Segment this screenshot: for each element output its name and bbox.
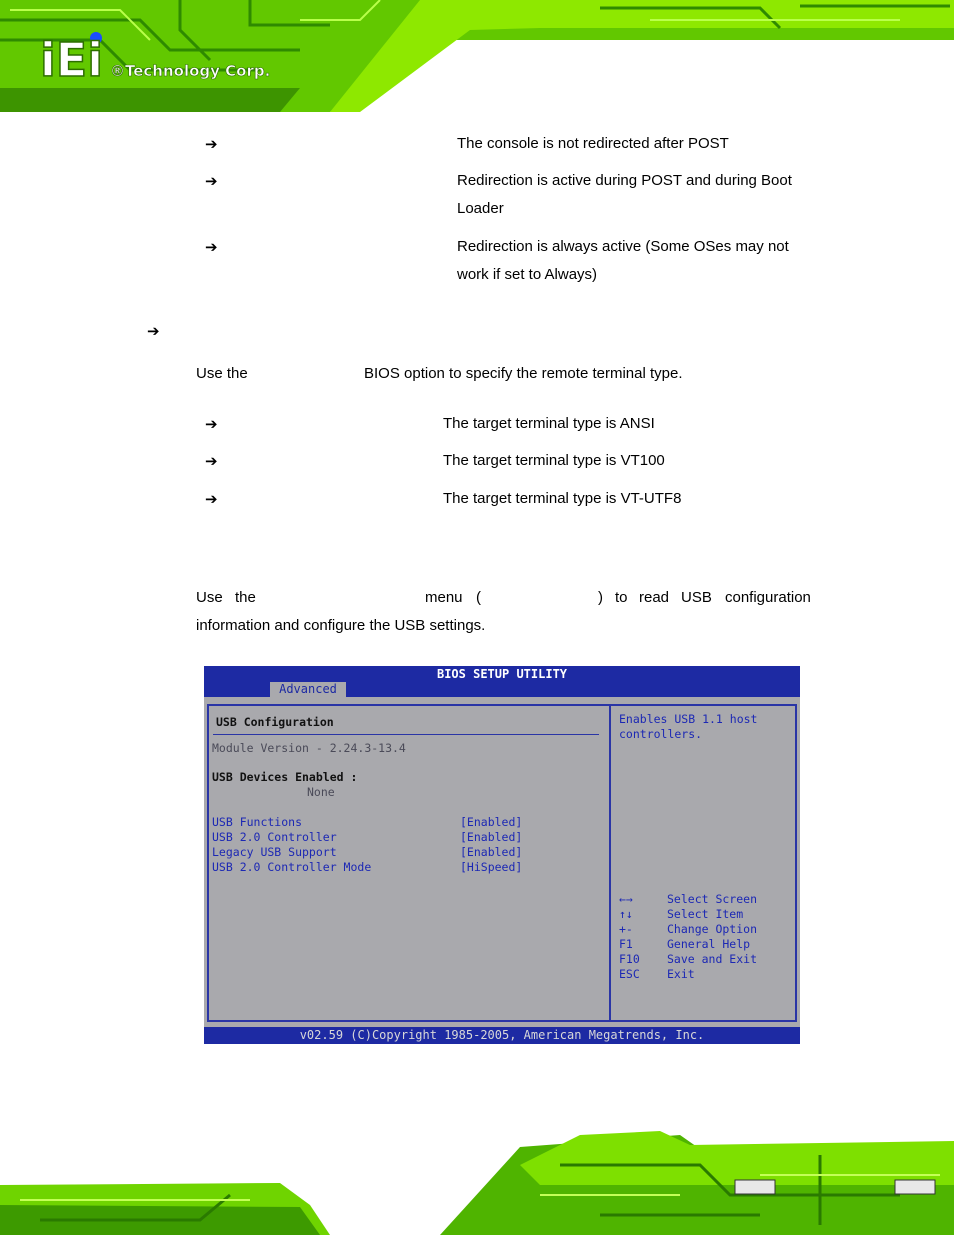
usb-intro-word: to bbox=[615, 589, 628, 606]
key-f1: F1 bbox=[619, 937, 633, 951]
terminal-desc-1: The target terminal type is ANSI bbox=[443, 415, 655, 432]
usb-intro-word: ( bbox=[476, 589, 481, 606]
redirect-desc-1: The console is not redirected after POST bbox=[457, 135, 729, 152]
key-plus-minus: +- bbox=[619, 922, 633, 936]
redirect-desc-3-cont: work if set to Always) bbox=[457, 266, 598, 283]
usb-intro-word: USB bbox=[681, 589, 712, 606]
setting-usb2-mode[interactable]: USB 2.0 Controller Mode bbox=[212, 860, 372, 874]
bios-copyright: v02.59 (C)Copyright 1985-2005, American Megatrends, Inc. bbox=[204, 1027, 800, 1044]
arrow-right-icon: ➔ bbox=[205, 452, 218, 470]
key-left-right: ←→ bbox=[619, 892, 633, 906]
arrow-right-icon: ➔ bbox=[205, 415, 218, 433]
usb-intro-word: the bbox=[235, 589, 256, 606]
key-f10: F10 bbox=[619, 952, 640, 966]
usb-intro-line2: information and configure the USB settings. bbox=[196, 617, 486, 634]
redirect-desc-2-cont: Loader bbox=[457, 200, 504, 217]
usb-intro-word: Use bbox=[196, 589, 223, 606]
terminal-desc-2: The target terminal type is VT100 bbox=[443, 452, 665, 469]
arrow-right-icon: ➔ bbox=[147, 322, 160, 340]
section-underline bbox=[213, 734, 599, 735]
value-usb-functions[interactable]: [Enabled] bbox=[460, 815, 523, 829]
arrow-right-icon: ➔ bbox=[205, 238, 218, 256]
bios-divider bbox=[609, 704, 611, 1022]
setting-usb2-controller[interactable]: USB 2.0 Controller bbox=[212, 830, 337, 844]
key-action: General Help bbox=[667, 937, 751, 951]
value-usb2-mode[interactable]: [HiSpeed] bbox=[460, 860, 523, 874]
key-action: Exit bbox=[667, 967, 695, 981]
logo-tagline: ®Technology Corp. bbox=[110, 62, 271, 80]
usb-intro-word: menu bbox=[425, 589, 463, 606]
usb-devices-value: None bbox=[307, 785, 335, 799]
arrow-right-icon: ➔ bbox=[205, 490, 218, 508]
value-usb2-controller[interactable]: [Enabled] bbox=[460, 830, 523, 844]
usb-intro-word: configuration bbox=[725, 589, 811, 606]
help-text: controllers. bbox=[619, 727, 703, 741]
bios-title: BIOS SETUP UTILITY bbox=[204, 666, 800, 682]
key-action: Save and Exit bbox=[667, 952, 758, 966]
footer-banner bbox=[0, 1125, 954, 1235]
logo-mark: iEi bbox=[40, 33, 103, 87]
module-version: Module Version - 2.24.3-13.4 bbox=[212, 741, 406, 755]
key-up-down: ↑↓ bbox=[619, 907, 633, 921]
usb-intro-word: ) bbox=[598, 589, 603, 606]
redirect-desc-2: Redirection is active during POST and during Boot bbox=[457, 172, 792, 189]
redirect-desc-3: Redirection is always active (Some OSes may not bbox=[457, 238, 789, 255]
section-title: USB Configuration bbox=[216, 715, 334, 729]
key-action: Select Item bbox=[667, 907, 744, 921]
setting-legacy-usb[interactable]: Legacy USB Support bbox=[212, 845, 337, 859]
header-banner bbox=[0, 0, 954, 112]
terminal-intro-pre: Use the bbox=[196, 365, 248, 382]
setting-usb-functions[interactable]: USB Functions bbox=[212, 815, 303, 829]
key-action: Change Option bbox=[667, 922, 758, 936]
usb-devices-label: USB Devices Enabled : bbox=[212, 770, 358, 784]
arrow-right-icon: ➔ bbox=[205, 172, 218, 190]
usb-intro-word: read bbox=[639, 589, 670, 606]
key-esc: ESC bbox=[619, 967, 640, 981]
bios-screen bbox=[204, 666, 800, 1044]
terminal-desc-3: The target terminal type is VT-UTF8 bbox=[443, 490, 682, 507]
tab-advanced[interactable]: Advanced bbox=[270, 682, 346, 697]
arrow-right-icon: ➔ bbox=[205, 135, 218, 153]
help-text: Enables USB 1.1 host bbox=[619, 712, 758, 726]
value-legacy-usb[interactable]: [Enabled] bbox=[460, 845, 523, 859]
key-action: Select Screen bbox=[667, 892, 758, 906]
terminal-intro-post: BIOS option to specify the remote terminal type. bbox=[364, 365, 683, 382]
